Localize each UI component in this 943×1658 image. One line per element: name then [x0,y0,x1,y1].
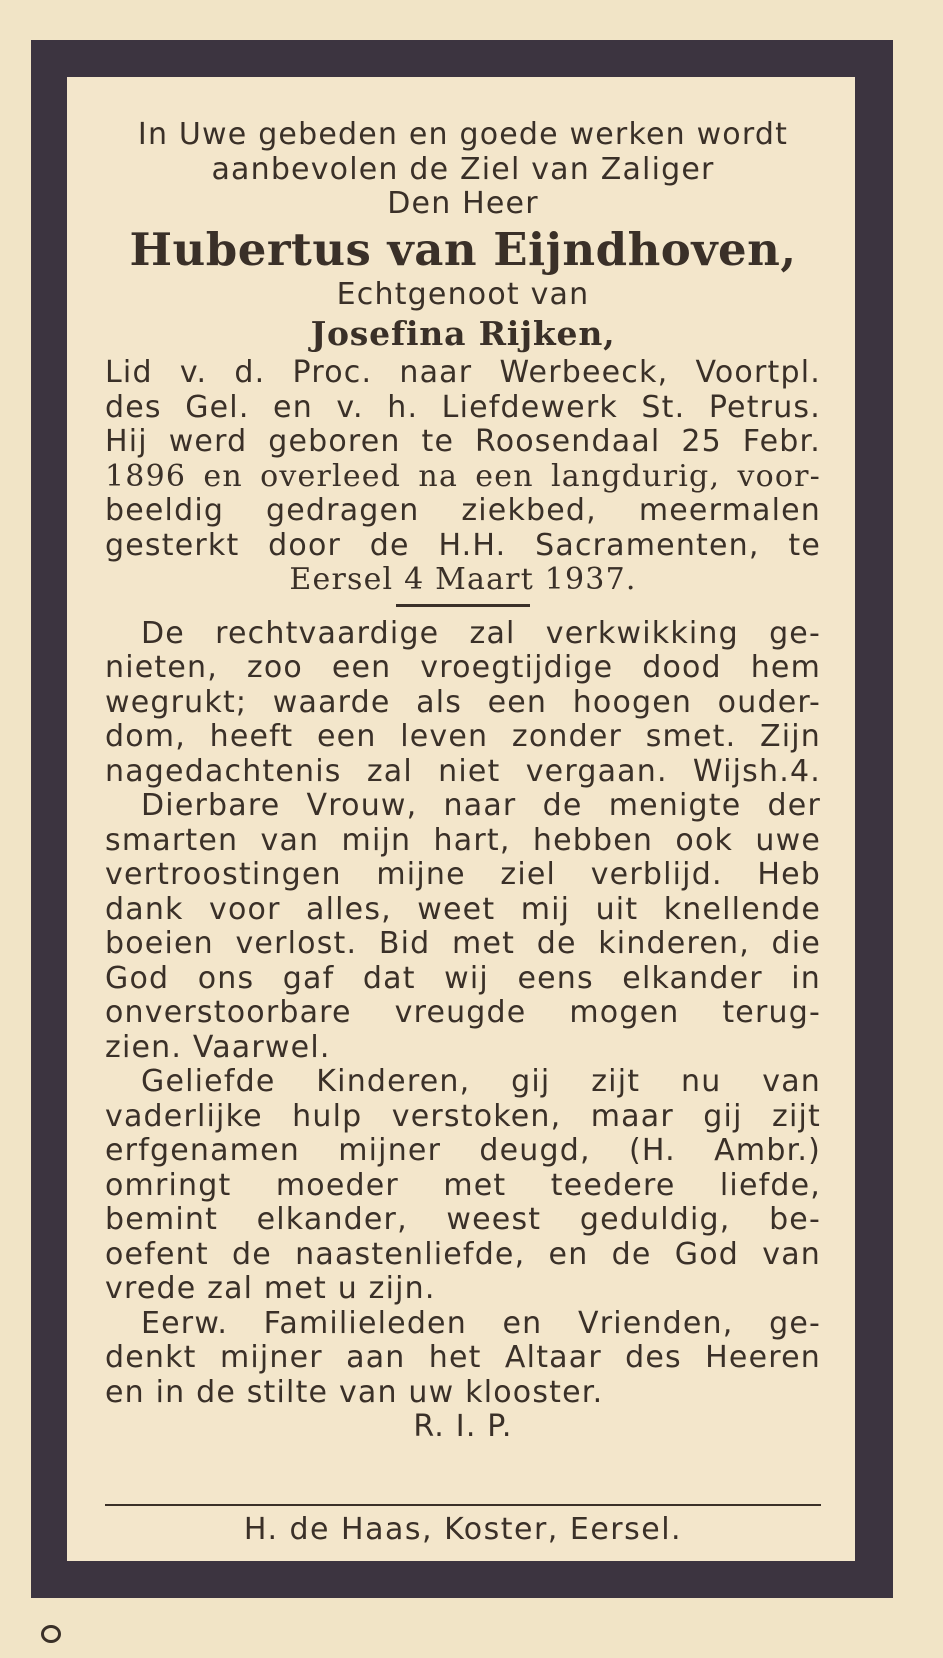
verse-line: nagedachtenis zal niet vergaan. Wijsh.4. [105,753,821,789]
deceased-name: Hubertus van Eijndhoven, [129,222,797,276]
wife-message-line: vertroostingen mijne ziel verblijd. Heb [105,857,821,892]
card-text [105,118,821,1445]
children-message-line: oefent de naastenliefde, en de God van [105,1236,821,1272]
bio-line: gesterkt door de H.H. Sacramenten, te [105,527,821,563]
bio-line: Hij werd geboren te Roosendaal 25 Febr. [105,424,821,459]
rip-text: R. I. P. [413,1409,513,1444]
spouse-intro: Echtgenoot van [336,276,590,312]
wife-message-line: God ons gaf dat wij eens elkander in [105,960,821,996]
printer-credit: H. de Haas, Koster, Eersel. [243,1512,683,1547]
wife-message-line: smarten van mijn hart, hebben ook uwe [105,822,821,858]
wife-message-line: boeien verlost. Bid met de kinderen, die [105,926,821,961]
children-message-line: erfgenamen mijner deugd, (H. Ambr.) [105,1133,821,1168]
verse-line: dom, heeft een leven zonder smet. Zijn [105,719,821,754]
family-message-line: en in de stilte van uw klooster. [105,1374,604,1410]
bio-line: des Gel. en v. h. Liefdewerk St. Petrus. [105,389,821,425]
intro-line: Den Heer [387,186,539,221]
wife-message-line: zien. Vaarwel. [105,1029,331,1065]
children-message-line: Geliefde Kinderen, gij zijt nu van [141,1064,821,1099]
verse-line: wegrukt; waarde als een hoogen ouder- [105,684,821,720]
wife-message-line: dank voor alles, weet mij uit knellende [105,891,821,927]
bio-line: Lid v. d. Proc. naar Werbeeck, Voortpl. [105,355,821,390]
children-message-line: bemint elkander, weest geduldig, be- [105,1202,821,1237]
verse-line: De rechtvaardige zal verkwikking ge- [141,615,821,651]
bio-line: beeldig gedragen ziekbed, meermalen [105,493,821,528]
family-message-line: Eerw. Familieleden en Vrienden, ge- [141,1305,821,1341]
spouse-name: Josefina Rijken, [310,314,616,353]
bio-line: 1896 en overleed na een langdurig, voor- [105,458,821,494]
corner-mark [41,1625,61,1643]
children-message-line: vrede zal met u zijn. [105,1271,436,1306]
children-message-line: vaderlijke hulp verstoken, maar gij zijt [105,1098,821,1134]
wife-message-line: onverstoorbare vreugde mogen terug- [105,995,821,1030]
family-message-line: denkt mijner aan het Altaar des Heeren [105,1340,821,1375]
intro-line: In Uwe gebeden en goede werken wordt [137,117,789,152]
footer-rule [105,1504,821,1506]
intro-line: aanbevolen de Ziel van Zaliger [211,151,715,187]
divider [396,604,530,607]
wife-message-line: Dierbare Vrouw, naar de menigte der [141,788,821,823]
children-message-line: omringt moeder met teedere liefde, [105,1167,821,1203]
verse-line: nieten, zoo een vroegtijdige dood hem [105,650,821,685]
bio-line: Eersel 4 Maart 1937. [289,562,637,597]
